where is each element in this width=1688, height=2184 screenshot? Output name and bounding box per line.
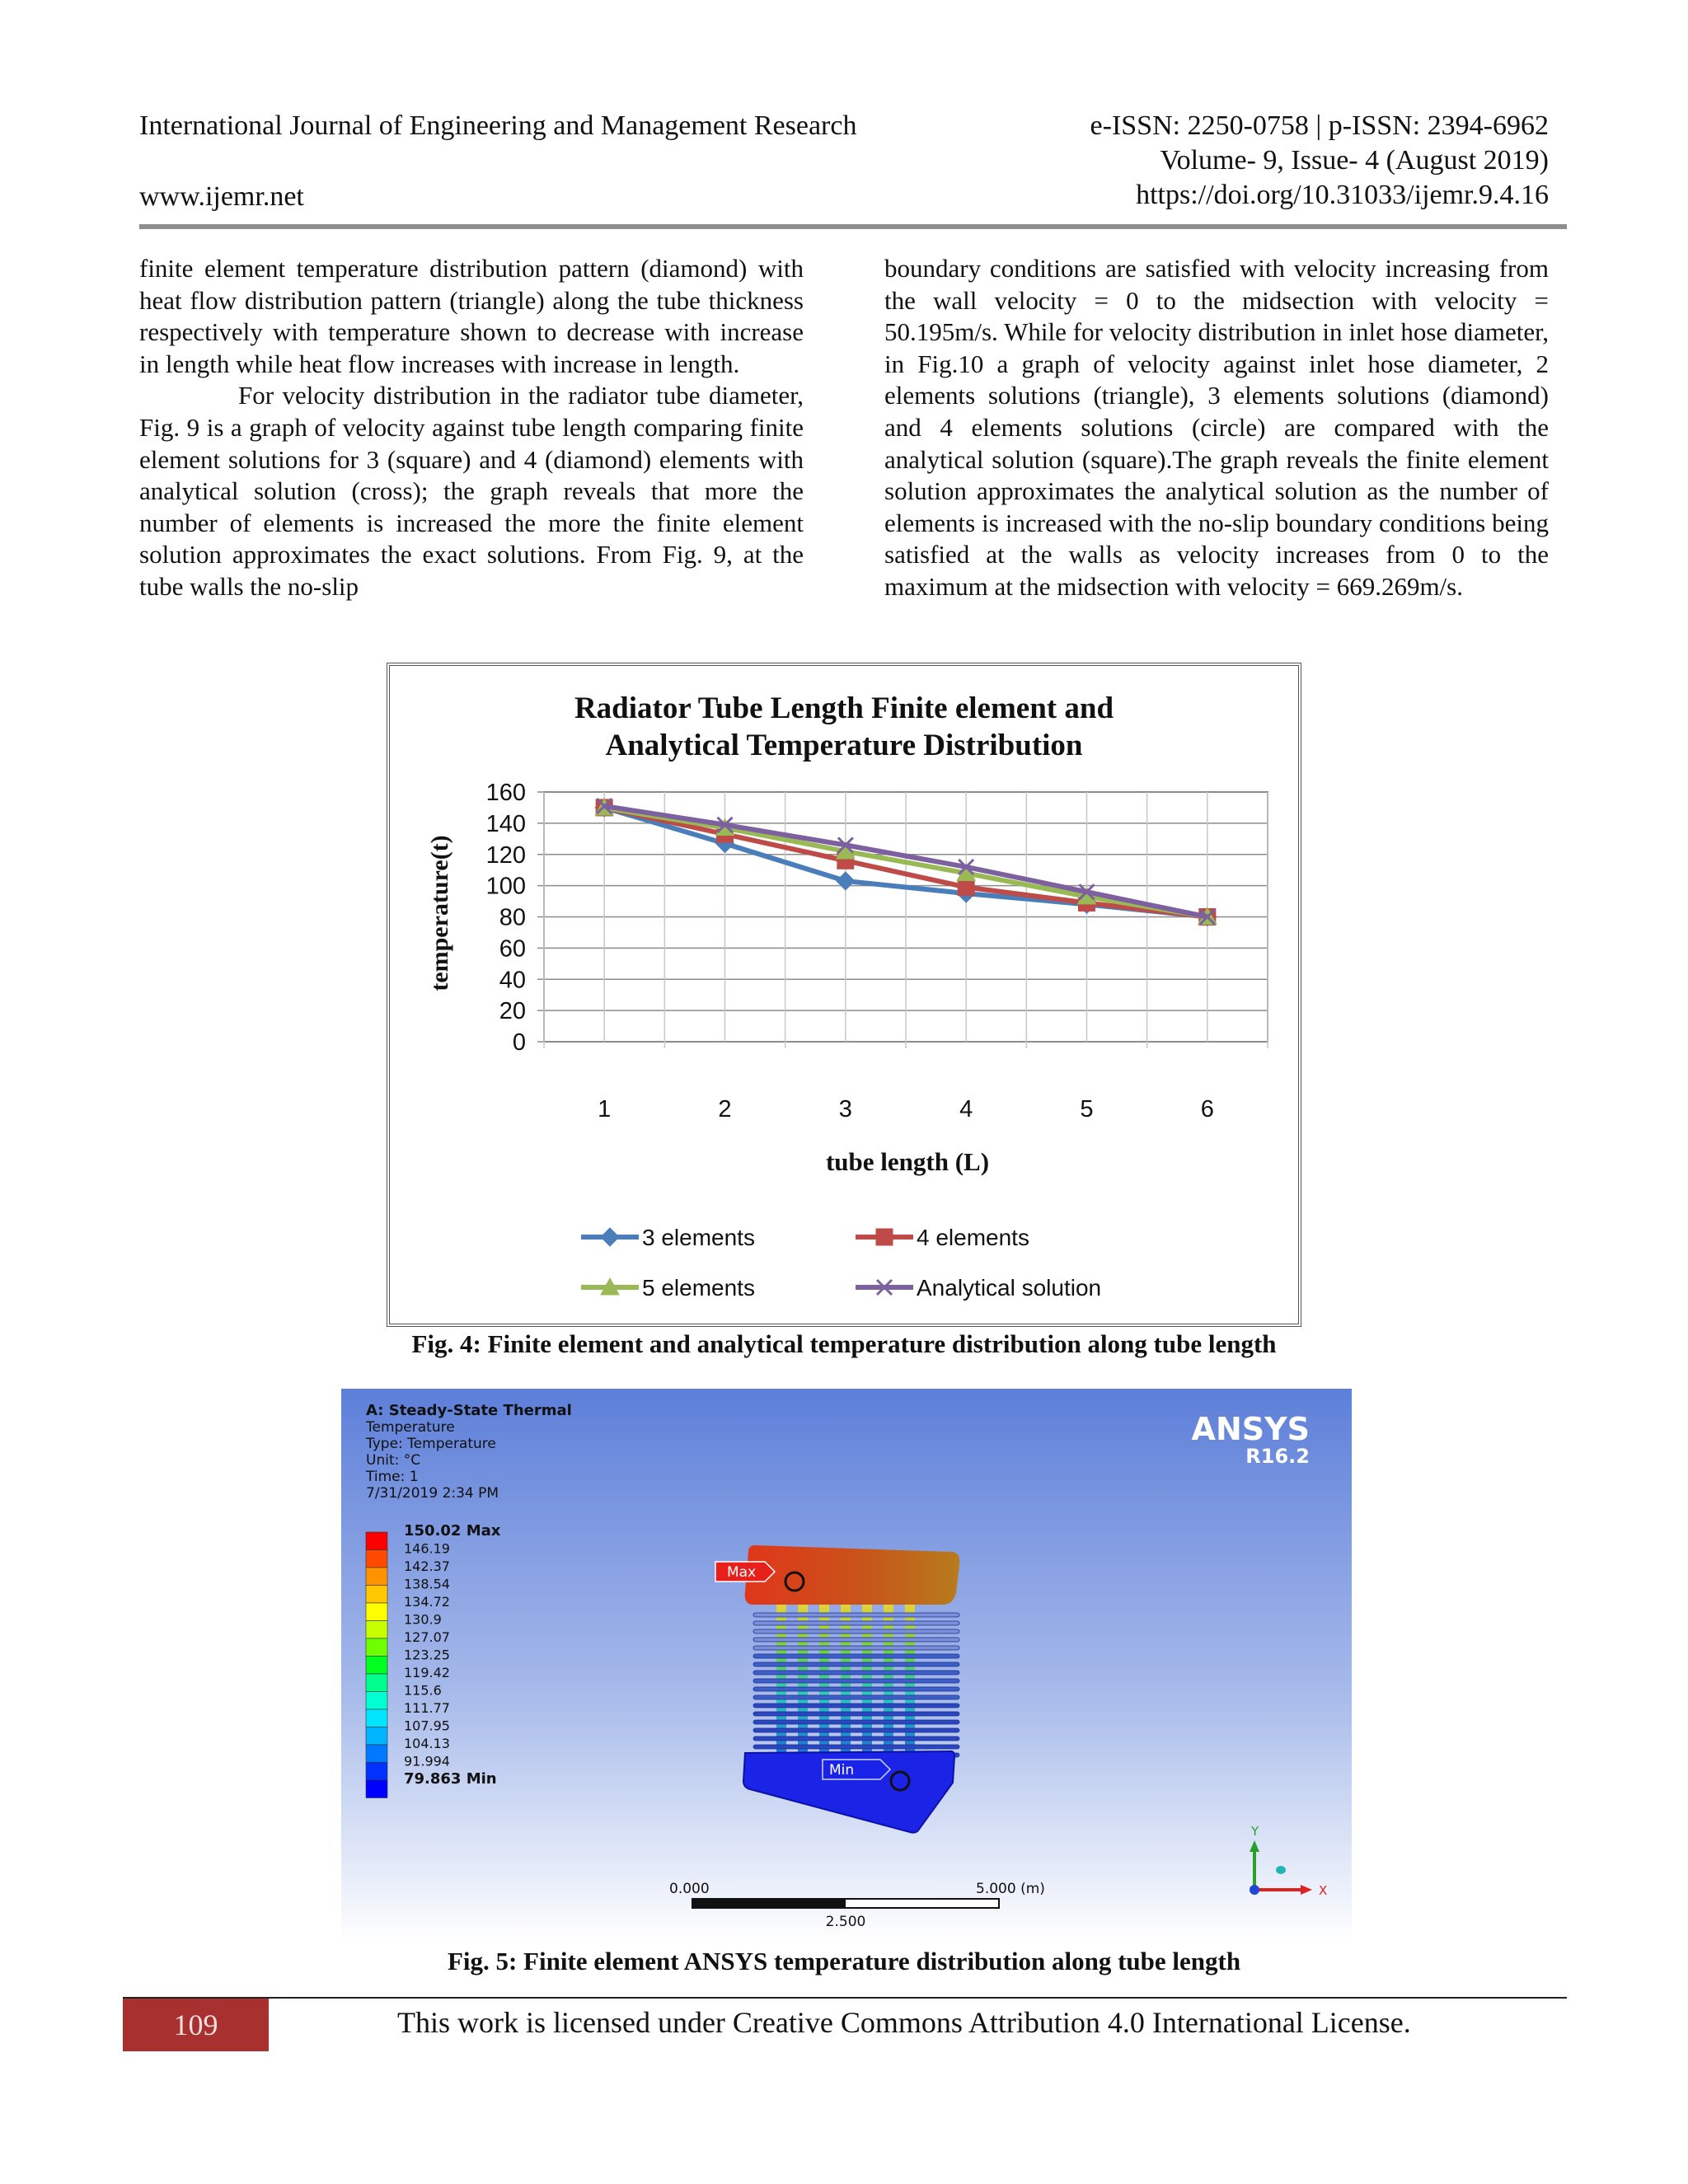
y-axis-ticks [486, 780, 526, 1056]
chart-legend [581, 1225, 1101, 1301]
info-line: Time: 1 [366, 1469, 419, 1485]
y-tick-label: 60 [499, 935, 526, 963]
legend-item [856, 1275, 1101, 1301]
issn-line: e-ISSN: 2250-0758 | p-ISSN: 2394-6962 [1090, 110, 1549, 141]
info-line: Unit: °C [366, 1452, 421, 1469]
license-notice: This work is licensed under Creative Commons Attribution 4.0 International License. [397, 2006, 1411, 2039]
doi-link[interactable]: https://doi.org/10.31033/ijemr.9.4.16 [1136, 180, 1549, 210]
scale-end-label: 5.000 (m) [976, 1881, 1045, 1897]
legend-value: 127.07 [404, 1629, 450, 1645]
radiator-fin [753, 1613, 959, 1617]
legend-item [581, 1275, 755, 1301]
radiator-fin [753, 1646, 959, 1650]
radiator-fin [753, 1745, 959, 1749]
legend-label: 4 elements [917, 1225, 1029, 1250]
legend-item [581, 1225, 755, 1250]
legend-label: 3 elements [642, 1225, 755, 1250]
radiator-fin [753, 1621, 959, 1625]
chart-grid [537, 792, 1268, 1048]
ansys-viewport [341, 1389, 1352, 1943]
x-tick-label: 6 [1200, 1096, 1214, 1122]
radiator-fin [753, 1662, 959, 1666]
radiator-model [743, 1545, 959, 1833]
legend-color-band [366, 1550, 387, 1568]
x-tick-label: 4 [959, 1096, 973, 1122]
max-label: Max [727, 1564, 757, 1581]
y-tick-label: 80 [499, 904, 526, 931]
legend-item [856, 1225, 1029, 1250]
legend-value: 142.37 [404, 1558, 450, 1574]
info-line: Type: Temperature [366, 1436, 496, 1452]
figure-5-ansys-render [341, 1389, 1352, 1943]
legend-color-band [366, 1709, 387, 1727]
radiator-fin [753, 1679, 959, 1683]
legend-marker-icon [876, 1229, 893, 1245]
page-number: 109 [123, 1999, 269, 2051]
legend-color-band [366, 1763, 387, 1781]
y-tick-label: 160 [485, 780, 526, 806]
legend-color-band [366, 1657, 387, 1675]
radiator-fin [753, 1671, 959, 1675]
legend-value: 79.863 Min [404, 1770, 497, 1788]
radiator-fin [753, 1638, 959, 1642]
y-axis-label: temperature(t) [426, 835, 453, 991]
legend-value: 138.54 [404, 1576, 450, 1592]
journal-website[interactable]: www.ijemr.net [139, 181, 304, 212]
x-tick-label: 1 [598, 1096, 612, 1122]
right-column [884, 253, 1549, 603]
upper-tank [745, 1545, 960, 1605]
left-paragraph-2: For velocity distribution in the radiator tube diameter, Fig. 9 is a graph of velocity against tube length comparing finite element solutions for 3 (square) and 4 (diamond) elements with analytical solution (cross); the graph reveals that more the number of elements is increased the more the finite element solution approximates the exact solutions. From Fig. 9, at the tube walls the no-slip [139, 381, 804, 601]
radiator-fin [753, 1695, 959, 1699]
left-column [139, 253, 804, 603]
chart-title-line-2: Analytical Temperature Distribution [605, 729, 1083, 762]
radiator-fin [753, 1728, 959, 1732]
info-line: Temperature [366, 1419, 455, 1436]
legend-color-band [366, 1674, 387, 1692]
journal-title: International Journal of Engineering and Management Research [139, 110, 857, 141]
y-tick-label: 120 [485, 841, 526, 869]
legend-label: Analytical solution [917, 1275, 1102, 1301]
legend-value: 115.6 [404, 1682, 442, 1699]
radiator-fin [753, 1712, 959, 1716]
radiator-fin [753, 1704, 959, 1708]
analysis-title: A: Steady-State Thermal [366, 1402, 572, 1419]
legend-value: 130.9 [404, 1611, 442, 1628]
legend-color-band [366, 1727, 387, 1746]
figure-4-chart [387, 663, 1301, 1327]
y-tick-label: 0 [512, 1029, 526, 1056]
legend-value: 134.72 [404, 1594, 450, 1610]
scale-mid-label: 2.500 [825, 1914, 866, 1930]
scale-start-label: 0.000 [669, 1881, 710, 1897]
ansys-logo-text: ANSYS [1191, 1411, 1310, 1447]
figure-4-caption: Fig. 4: Finite element and analytical temperature distribution along tube length [411, 1329, 1277, 1358]
radiator-fin [753, 1629, 959, 1633]
legend-label: 5 elements [642, 1275, 755, 1301]
chart-title-line-1: Radiator Tube Length Finite element and [574, 691, 1114, 725]
y-tick-label: 40 [499, 967, 526, 994]
radiator-fin [753, 1687, 959, 1691]
legend-value: 150.02 Max [404, 1522, 501, 1540]
figure-5-caption: Fig. 5: Finite element ANSYS temperature distribution along tube length [447, 1947, 1241, 1975]
y-tick-label: 100 [485, 873, 526, 900]
legend-color-band [366, 1621, 387, 1639]
min-label: Min [829, 1762, 855, 1779]
volume-line: Volume- 9, Issue- 4 (August 2019) [1160, 145, 1549, 176]
legend-color-band [366, 1638, 387, 1657]
radiator-fin [753, 1736, 959, 1741]
x-tick-label: 3 [838, 1096, 852, 1122]
footer-divider [123, 1997, 1567, 1999]
radiator-fin [753, 1654, 959, 1658]
info-line: 7/31/2019 2:34 PM [366, 1485, 499, 1502]
right-paragraph-1: boundary conditions are satisfied with velocity increasing from the wall velocity = 0 to the midsection with velocity = 50.195m/s. While for velocity distribution in inlet hose diameter, in Fig.10 a graph of velocity against inlet hose diameter, 2 elements solutions (triangle), 3 elements solutions (diamond) and 4 elements solutions (circle) are compared with the analytical solution (square).The graph reveals the finite element solution approximates the analytical solution as the number of elements is increased with the no-slip boundary conditions being satisfied at the walls as velocity increases from 0 to the maximum at the midsection with velocity = 669.269m/s. [884, 254, 1549, 601]
legend-value: 123.25 [404, 1647, 450, 1663]
data-point-square [958, 879, 974, 896]
legend-marker-icon [601, 1228, 619, 1246]
ansys-version: R16.2 [1245, 1445, 1310, 1468]
legend-color-band [366, 1603, 387, 1621]
legend-value: 104.13 [404, 1736, 450, 1751]
legend-value: 111.77 [404, 1700, 450, 1716]
y-tick-label: 140 [485, 810, 526, 837]
axis-y-label: Y [1251, 1824, 1259, 1839]
y-tick-label: 20 [499, 998, 526, 1025]
x-axis-ticks [598, 1096, 1214, 1122]
legend-color-band [366, 1745, 387, 1763]
temperature-line-chart [390, 666, 1298, 1324]
legend-value: 146.19 [404, 1540, 450, 1557]
legend-color-band [366, 1780, 387, 1798]
legend-value: 107.95 [404, 1718, 450, 1734]
left-paragraph-1: finite element temperature distribution pattern (diamond) with heat flow distribution pattern (triangle) along the tube thickness respectively with temperature shown to decrease with increase in length while heat flow increases with increase in length. [139, 254, 804, 378]
x-axis-label: tube length (L) [825, 1147, 990, 1176]
x-tick-label: 2 [718, 1096, 732, 1122]
header-divider [139, 224, 1567, 229]
legend-color-band [366, 1532, 387, 1550]
radiator-fin [753, 1720, 959, 1724]
legend-value: 91.994 [404, 1753, 450, 1769]
x-tick-label: 5 [1080, 1096, 1094, 1122]
legend-color-band [366, 1692, 387, 1710]
legend-value: 119.42 [404, 1665, 450, 1680]
legend-color-band [366, 1586, 387, 1604]
axis-x-label: X [1319, 1883, 1328, 1898]
legend-color-band [366, 1568, 387, 1586]
issue-info [807, 109, 1549, 213]
